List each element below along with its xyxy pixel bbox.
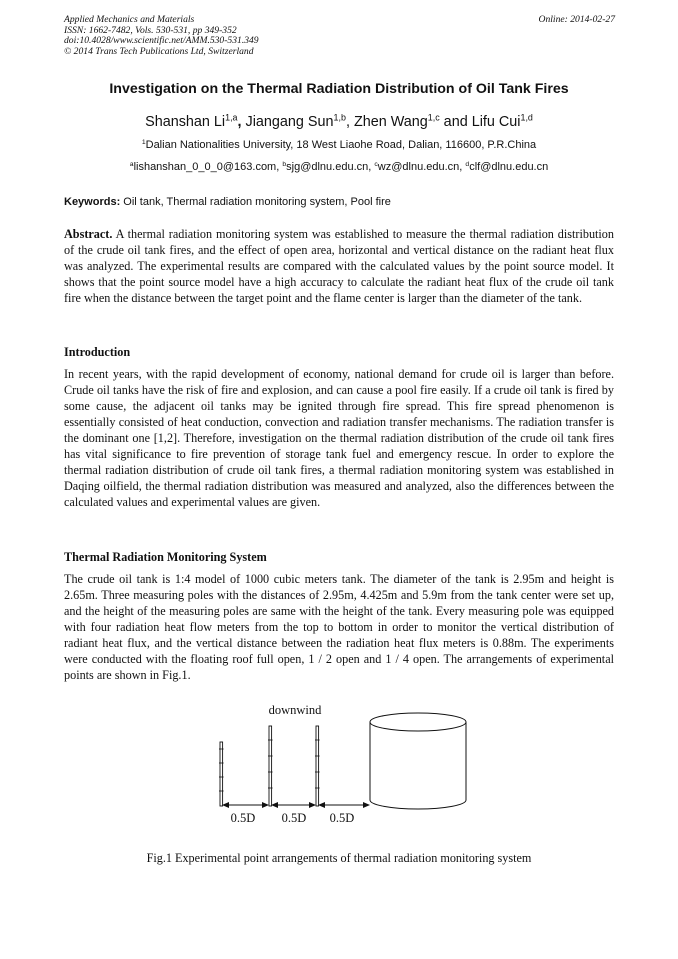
- email-link[interactable]: clf@dlnu.edu.cn: [469, 161, 549, 173]
- keywords: [64, 196, 616, 208]
- spacing-label: 0.5D: [230, 811, 256, 825]
- downwind-label: downwind: [268, 703, 322, 717]
- author-name: Jiangang Sun: [245, 114, 334, 130]
- author-separator: ,: [345, 114, 354, 130]
- spacing-label: 0.5D: [281, 811, 307, 825]
- author-separator: and: [439, 114, 472, 130]
- spacing-label: 0.5D: [329, 811, 355, 825]
- author-sup: 1,b: [333, 112, 346, 123]
- monitoring-system-text: The crude oil tank is 1:4 model of 1000 cubic meters tank. The diameter of the tank is 2.95m and height is 2.65m. Three measuring poles with the distances of 2.95m, 4.425m and 5.9m from the tank center were set up, and the height of the measuring poles are same with the height of the tank. Every measuring pole was equipped with four radiation heat flow meters from the top to bottom in order to monitor the vertical distribution of radiant heat flux, and the vertical distance between the radiation heat flux meters is 0.88m. The experiments were conducted with the floating roof full open, 1 / 2 open and 1 / 4 open. The arrangements of experimental points are shown in Fig.1.: [64, 572, 614, 682]
- abstract-label: Abstract.: [64, 227, 113, 241]
- oil-tank: [370, 713, 466, 809]
- figure-1-caption: Fig.1 Experimental point arrangements of thermal radiation monitoring system: [146, 851, 532, 865]
- affiliation: [0, 139, 678, 151]
- affiliation-sup: 1: [141, 138, 146, 146]
- author-name: Shanshan Li: [145, 114, 226, 130]
- copyright-line: © 2014 Trans Tech Publications Ltd, Switzerland: [64, 45, 254, 57]
- introduction-text: In recent years, with the rapid development of economy, national demand for crude oil is larger than before. Crude oil tanks have the risk of fire and explosion, and can cause a pool fire easily. If a crude oil tank is fired by some cause, the adjacent oil tanks may be ignited through fire spread. This fire spread phenomenon is essentially consisted of heat conduction, convection and radiation transfer mechanisms. The radiation transfer is the dominant one [1,2]. Therefore, investigation on the thermal radiation distribution of the crude oil tank fires has vital significance to fire prevention of storage tank fuel and emergency rescue. In order to explore the thermal radiation distribution of crude oil tank fires, a thermal radiation monitoring system was established in Daqing oilfield, the thermal radiation distribution was measured and analyzed, also the differences between the calculated values and experimental values are given.: [64, 367, 614, 509]
- section-heading-monitoring-system: Thermal Radiation Monitoring System: [64, 550, 267, 564]
- email-link[interactable]: sjg@dlnu.edu.cn,: [286, 161, 375, 173]
- online-date: Online: 2014-02-27: [538, 14, 615, 25]
- author-name: Lifu Cui: [471, 114, 521, 130]
- journal-header: [64, 15, 259, 57]
- keywords-text: Oil tank, Thermal radiation monitoring system, Pool fire: [120, 196, 391, 208]
- affiliation-text: Dalian Nationalities University, 18 West Liaohe Road, Dalian, 116600, P.R.China: [145, 139, 537, 151]
- dimension-arrows: [222, 802, 370, 808]
- email-link[interactable]: lishanshan_0_0_0@163.com,: [133, 161, 283, 173]
- section-heading-introduction: Introduction: [64, 345, 131, 359]
- abstract-text: A thermal radiation monitoring system was established to measure the thermal radiation distribution of the crude oil tank fires, and the effect of open area, horizontal and vertical distance on the radiant heat flux was analyzed. The experimental results are compared with the calculated values by the point source model. It shows that the point source model have a high accuracy to calculate the radiant heat flux of the crude oil tank fire when the distance between the target point and the flame center is larger than the diameter of the tank.: [64, 227, 614, 305]
- email-sup: a: [129, 160, 134, 168]
- author-sup: 1,c: [427, 112, 440, 123]
- author-separator: ,: [237, 114, 246, 130]
- email-link[interactable]: wz@dlnu.edu.cn,: [377, 161, 466, 173]
- email-sup: b: [282, 160, 287, 168]
- journal-name: Applied Mechanics and Materials: [64, 14, 195, 25]
- author-name: Zhen Wang: [353, 114, 428, 130]
- author-list: [0, 114, 678, 130]
- author-sup: 1,d: [520, 112, 533, 123]
- doi-line: doi:10.4028/www.scientific.net/AMM.530-531.349: [64, 35, 259, 47]
- author-sup: 1,a: [225, 112, 238, 123]
- author-emails: [0, 161, 678, 173]
- measuring-pole: [268, 726, 273, 806]
- email-sup: c: [374, 160, 378, 168]
- issn-line: ISSN: 1662-7482, Vols. 530-531, pp 349-352: [64, 24, 237, 36]
- abstract: [64, 227, 614, 307]
- measuring-pole: [219, 742, 224, 806]
- email-sup: d: [465, 160, 470, 168]
- keywords-label: Keywords:: [64, 196, 121, 208]
- measuring-pole: [315, 726, 320, 806]
- paper-title: Investigation on the Thermal Radiation Distribution of Oil Tank Fires: [109, 81, 569, 97]
- figure-1-diagram: [205, 700, 475, 830]
